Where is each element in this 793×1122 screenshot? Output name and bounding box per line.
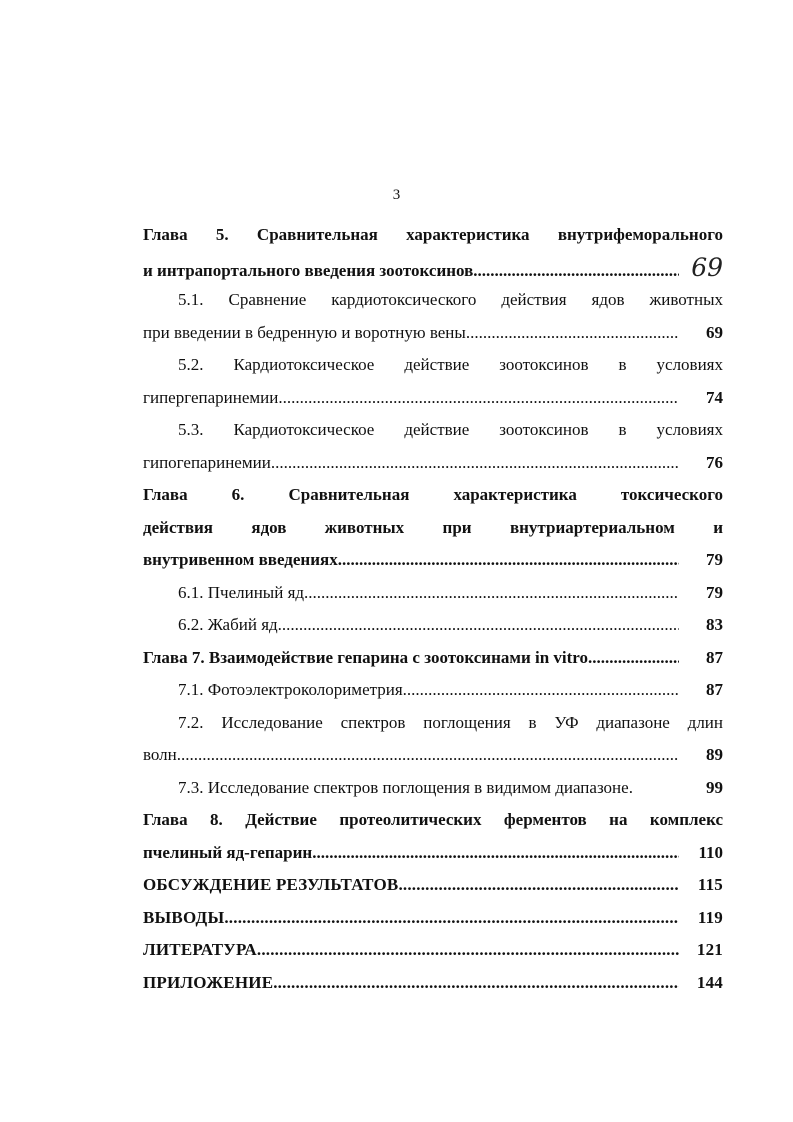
- toc-chapter-8-line1: Глава 8. Действие протеолитических ферментов на комплекс: [143, 810, 723, 829]
- toc-chapter-5-page-handwritten: 69: [691, 252, 723, 282]
- toc-section-7-3-page: 99: [706, 777, 723, 797]
- toc-section-7-2-title: волн: [143, 745, 177, 764]
- leader-dots: [271, 447, 679, 480]
- toc-section-7-1: [143, 674, 723, 707]
- leader-dots: [403, 674, 679, 707]
- leader-dots: [304, 577, 679, 610]
- toc-section-7-1-title: 7.1. Фотоэлектроколориметрия: [178, 680, 403, 699]
- toc-chapter-8-title: пчелиный яд-гепарин: [143, 842, 313, 862]
- toc-discussion-title: ОБСУЖДЕНИЕ РЕЗУЛЬТАТОВ: [143, 875, 399, 894]
- leader-dots: [224, 902, 679, 935]
- leader-dots: [257, 934, 679, 967]
- toc-chapter-7-page: 87: [706, 647, 723, 667]
- toc-section-5-1-line2: [143, 317, 723, 350]
- leader-dots: [278, 609, 679, 642]
- toc-section-7-2-line2: [143, 739, 723, 772]
- toc-discussion: [143, 869, 723, 902]
- toc-section-5-2-line1: 5.2. Кардиотоксическое действие зоотоксинов в условиях: [178, 355, 723, 374]
- leader-dots: [398, 869, 679, 902]
- toc-section-6-2-title: 6.2. Жабий яд: [178, 615, 278, 634]
- toc-section-5-3-title: гипогепаринемии: [143, 452, 271, 472]
- leader-dots: [312, 837, 679, 870]
- toc-section-6-1-page: 79: [706, 582, 723, 602]
- toc-chapter-8-page: 110: [698, 842, 723, 862]
- toc-section-7-2-line1: 7.2. Исследование спектров поглощения в УФ диапазоне длин: [178, 712, 723, 732]
- toc-chapter-6-page: 79: [706, 550, 723, 569]
- toc-section-5-1-page: 69: [706, 322, 723, 342]
- toc-chapter-6-line1: Глава 6. Сравнительная характеристика токсического: [143, 485, 723, 504]
- toc-section-5-2-line2: [143, 382, 723, 415]
- page-number: 3: [392, 187, 401, 203]
- toc-chapter-6-title: внутривенном введениях: [143, 550, 338, 569]
- toc-section-5-2-page: 74: [706, 387, 723, 407]
- toc-chapter-5-line1: Глава 5. Сравнительная характеристика внутрифеморального: [143, 225, 723, 244]
- toc-literature: [143, 934, 723, 967]
- toc-section-6-2: [143, 609, 723, 642]
- toc-section-5-1-title: при введении в бедренную и воротную вены: [143, 322, 466, 342]
- toc-chapter-6-line3: [143, 544, 723, 577]
- leader-dots: [338, 544, 679, 577]
- toc-chapter-7: [143, 642, 723, 675]
- leader-dots: [473, 255, 679, 288]
- toc-conclusions-title: ВЫВОДЫ: [143, 907, 225, 927]
- toc-section-7-3-title: 7.3. Исследование спектров поглощения в видимом диапазоне.: [178, 777, 633, 797]
- toc-chapter-5-line2: [143, 252, 723, 285]
- toc-section-7-1-page: 87: [706, 680, 723, 699]
- table-of-contents: [143, 219, 723, 999]
- leader-dots: [177, 739, 679, 772]
- leader-dots: [466, 317, 679, 350]
- toc-section-6-2-page: 83: [706, 615, 723, 634]
- toc-section-5-2-title: гипергепаринемии: [143, 387, 279, 407]
- toc-literature-page: 121: [696, 940, 723, 959]
- toc-appendix: [143, 967, 723, 1000]
- leader-dots: [273, 967, 679, 1000]
- toc-chapter-6-line2: действия ядов животных при внутриартериальном и: [143, 517, 723, 537]
- toc-conclusions-page: 119: [697, 907, 723, 927]
- toc-appendix-page: 144: [696, 972, 723, 992]
- leader-dots: [588, 642, 679, 675]
- toc-chapter-8-line2: [143, 837, 723, 870]
- toc-appendix-title: ПРИЛОЖЕНИЕ: [143, 972, 274, 992]
- toc-chapter-5-title: и интрапортального введения зоотоксинов: [143, 260, 474, 280]
- toc-discussion-page: 115: [697, 875, 723, 894]
- toc-section-5-3-line1: 5.3. Кардиотоксическое действие зоотоксинов в условиях: [178, 420, 723, 439]
- toc-section-7-3: [143, 772, 723, 805]
- leader-dots: [278, 382, 679, 415]
- toc-section-5-3-page: 76: [706, 452, 723, 472]
- toc-section-6-1: [143, 577, 723, 610]
- toc-section-5-1-line1: 5.1. Сравнение кардиотоксического действия ядов животных: [178, 290, 723, 309]
- toc-chapter-7-title: Глава 7. Взаимодействие гепарина с зоотоксинами in vitro: [143, 647, 589, 667]
- toc-section-6-1-title: 6.1. Пчелиный яд: [178, 582, 305, 602]
- toc-section-5-3-line2: [143, 447, 723, 480]
- toc-section-7-2-page: 89: [706, 745, 723, 764]
- toc-conclusions: [143, 902, 723, 935]
- toc-literature-title: ЛИТЕРАТУРА: [143, 940, 257, 959]
